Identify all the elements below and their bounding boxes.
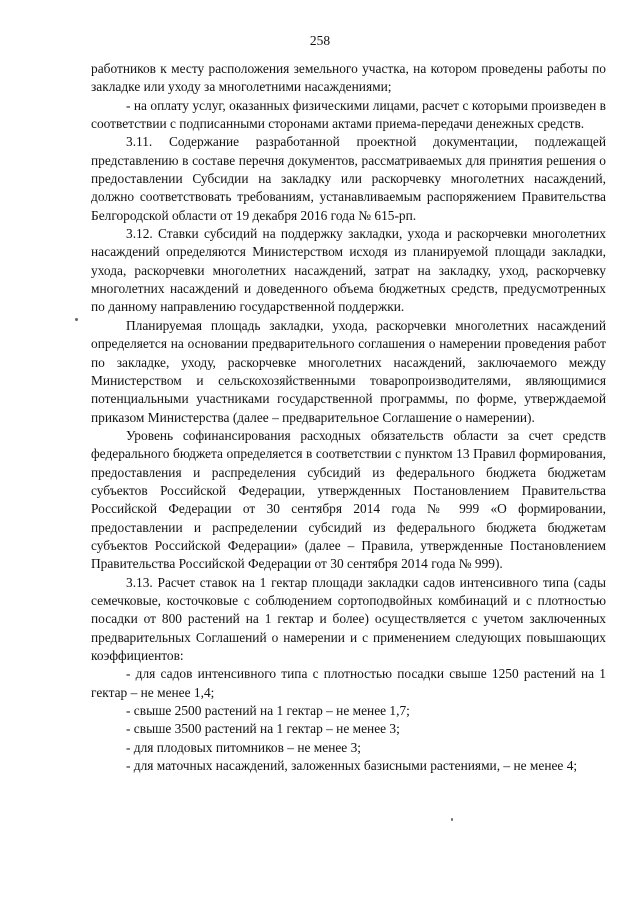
paragraph: Уровень софинансирования расходных обязательств области за счет средств федерального бюджета определяется в соответствии с пунктом 13 Правил формирования, предоставления и распределения субсидий из федерального бюджета бюджетам субъектов Российской Федерации, утвержденных Постановлением Правительства Российской Федерации от 30 сентября 2014 года № 999 «О формировании, предоставлении и распределении субсидий из федерального бюджета бюджетам субъектов Российской Федерации» (далее – Правила, утвержденные Постановлением Правительства Российской Федерации от 30 сентября 2014 года № 999). — [91, 427, 606, 572]
list-item: - свыше 3500 растений на 1 гектар – не менее 3; — [126, 721, 400, 737]
paragraph: работников к месту расположения земельного участка, на котором проведены работы по закладке или уходу за многолетними насаждениями; — [91, 61, 606, 95]
paragraph: 3.11. Содержание разработанной проектной документации, подлежащей представлению в составе перечня документов, рассматриваемых для принятия решения о предоставлении Субсидии на закладку или раскорчевку многолетних насаждений, должно соответствовать требованиям, устанавливаемым распоряжением Правительства Белгородской области от 19 декабря 2016 года № 615-рп. — [91, 134, 606, 223]
scan-speck — [75, 318, 78, 321]
page-number: 258 — [309, 33, 331, 48]
list-item: - для садов интенсивного типа с плотностью посадки свыше 1250 растений на 1 гектар – не менее 1,4; — [91, 666, 606, 700]
list-item: - для маточных насаждений, заложенных базисными растениями, – не менее 4; — [126, 758, 578, 774]
paragraph: 3.12. Ставки субсидий на поддержку закладки, ухода и раскорчевки многолетних насаждений определяются Министерством исходя из планируемой площади закладки, ухода, раскорчевки многолетних насаждений, затрат на закладку, уход, раскорчевку многолетних насаждений и доведенного объема бюджетных средств, предусмотренных по данному направлению государственной поддержки. — [91, 226, 606, 315]
paragraph: Планируемая площадь закладки, ухода, раскорчевки многолетних насаждений определяется на основании предварительного соглашения о намерении проведения работ по закладке, уходу, раскорчевке многолетних насаждений, заключаемого между Министерством и сельскохозяйственными товаропроизводителями, являющимися потенциальными участниками государственной программы, по форме, утверждаемой приказом Министерства (далее – предварительное Соглашение о намерении). — [91, 317, 606, 425]
paragraph: - на оплату услуг, оказанных физическими лицами, расчет с которыми произведен в соответствии с подписанными сторонами актами приема-передачи денежных средств. — [91, 97, 606, 132]
body-text — [91, 60, 606, 775]
paragraph: 3.13. Расчет ставок на 1 гектар площади закладки садов интенсивного типа (сады семечковые, косточковые с соблюдением сортоподвойных комбинаций и с плотностью посадки от 800 растений на 1 гектар и более) осуществляется с учетом заключенных предварительных Соглашений о намерении и с применением следующих повышающих коэффициентов: — [91, 574, 606, 663]
list-item: - для плодовых питомников – не менее 3; — [126, 739, 362, 755]
list-item: - свыше 2500 растений на 1 гектар – не менее 1,7; — [126, 703, 410, 719]
scan-speck — [451, 818, 453, 821]
